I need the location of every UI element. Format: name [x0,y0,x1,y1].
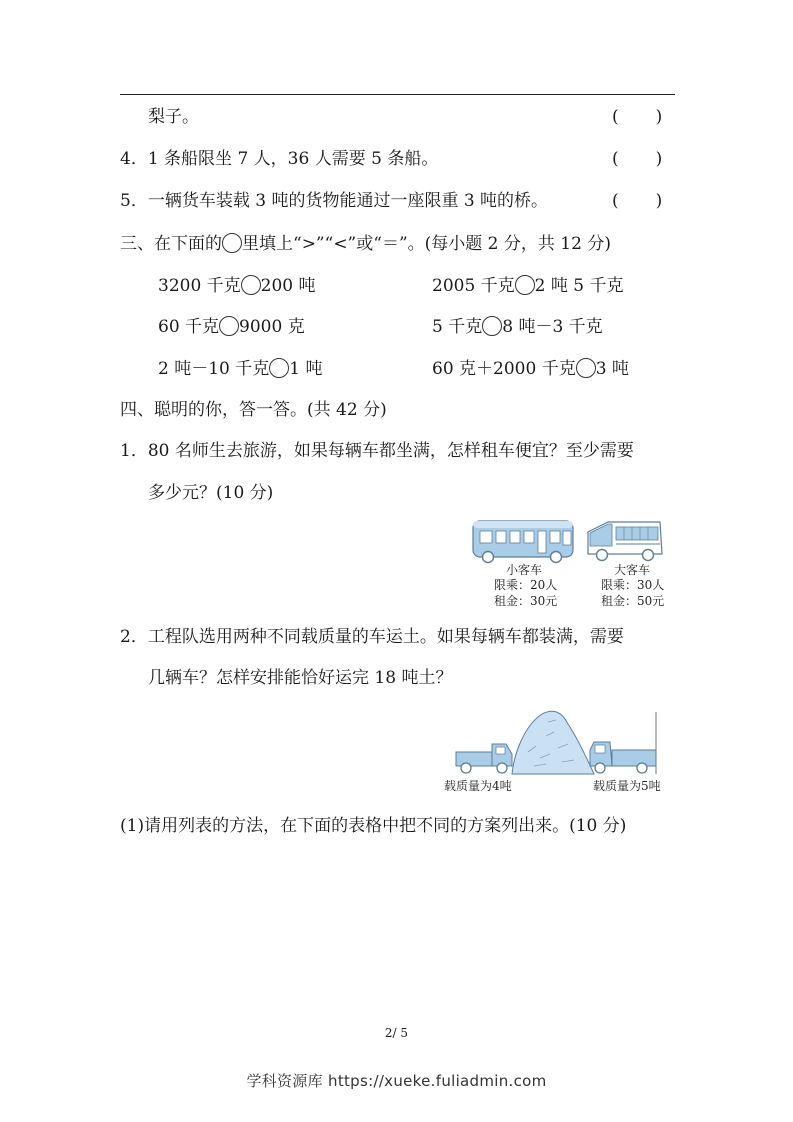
truck-soil-illustration [450,706,662,778]
compare-left: 60 千克 [158,317,220,337]
compare-left: 2 吨－10 千克 [158,359,270,379]
compare-item [432,358,629,380]
compare-left: 60 克＋2000 千克 [432,359,576,379]
compare-right: 2 吨 5 千克 [534,276,624,296]
section3-heading-pre: 三、在下面的 [120,234,222,254]
compare-item [158,358,323,380]
soil-pile-icon [512,711,594,774]
big-bus-rent: 租金：50元 [601,594,665,608]
footer-watermark: 学科资源库 https://xueke.fuliadmin.com [246,1072,547,1090]
answer-circle[interactable] [219,316,239,336]
compare-item [158,275,316,297]
compare-right: 9000 克 [239,317,305,337]
section4-heading: 四、聪明的你，答一答。(共 42 分) [120,400,387,420]
compare-left: 3200 千克 [158,276,241,296]
section3-heading-post: 里填上“>”“<”或“＝”。(每小题 2 分，共 12 分) [242,234,611,254]
small-bus-limit: 限乘：20人 [494,578,558,592]
answer-paren-3: ( ) [612,107,664,127]
large-bus-icon [588,522,662,561]
q1-line1: 1．80 名师生去旅游，如果每辆车都坐满，怎样租车便宜？至少需要 [120,441,634,461]
answer-paren-5: ( ) [612,191,664,211]
small-bus-icon [473,521,573,563]
bus-illustration [470,516,670,564]
compare-item [432,316,603,338]
compare-item [158,316,305,338]
answer-circle[interactable] [576,358,596,378]
answer-circle[interactable] [241,275,261,295]
q2-line2: 几辆车？怎样安排能恰好运完 18 吨土？ [148,668,453,688]
compare-left: 2005 千克 [432,276,515,296]
answer-circle[interactable] [482,316,502,336]
small-truck-icon [456,744,512,773]
large-truck-icon [590,742,656,773]
q2-sub1: (1)请用列表的方法，在下面的表格中把不同的方案列出来。(10 分) [120,816,627,836]
q2-line1: 2．工程队选用两种不同载质量的车运土。如果每辆车都装满，需要 [120,627,624,647]
answer-paren-4: ( ) [612,149,664,169]
section3-heading [120,233,611,255]
compare-left: 5 千克 [432,317,483,337]
compare-right: 200 吨 [260,276,316,296]
answer-circle[interactable] [515,275,535,295]
q1-line2: 多少元？(10 分) [148,483,274,503]
compare-right: 3 吨 [595,359,629,379]
large-truck-caption: 载质量为5吨 [593,779,661,793]
compare-item [432,275,624,297]
compare-right: 8 吨－3 千克 [502,317,603,337]
compare-right: 1 吨 [289,359,323,379]
top-rule [120,94,675,95]
small-truck-caption: 载质量为4吨 [444,779,512,793]
page-number: 2/ 5 [384,1026,409,1040]
small-bus-rent: 租金：30元 [494,594,558,608]
small-bus-name: 小客车 [506,563,543,577]
answer-circle[interactable] [269,358,289,378]
item5-text: 5．一辆货车装载 3 吨的货物能通过一座限重 3 吨的桥。 [120,191,549,211]
big-bus-limit: 限乘：30人 [601,578,665,592]
blank-circle-icon [222,233,242,253]
item3-continuation: 梨子。 [148,107,199,127]
big-bus-name: 大客车 [614,563,651,577]
item4-text: 4．1 条船限坐 7 人，36 人需要 5 条船。 [120,149,439,169]
